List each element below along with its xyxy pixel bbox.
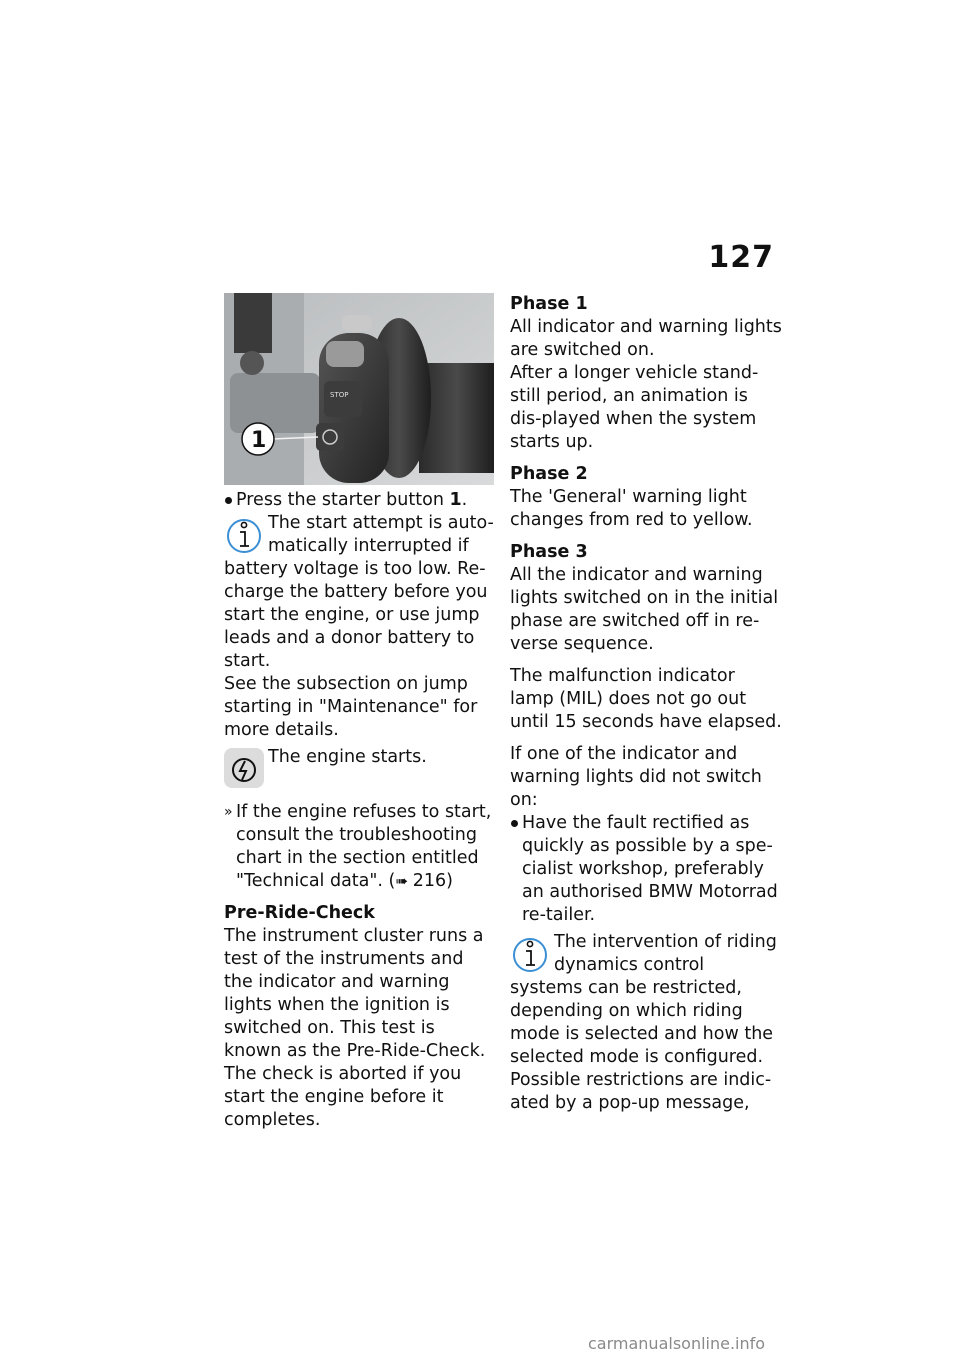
preride-heading: Pre-Ride-Check: [224, 903, 375, 923]
if-text: If one of the indicator and warning lights did not switch on:: [510, 744, 762, 810]
note-battery-voltage: [224, 512, 494, 742]
footer-watermark: carmanualsonline.info: [588, 1334, 766, 1353]
info-icon: [510, 933, 550, 973]
phase2-heading: Phase 2: [510, 464, 588, 484]
result-arrow-icon: »: [224, 804, 233, 820]
note2-extra: Possible restrictions are indic-ated by a pop-up message,: [510, 1070, 772, 1113]
note-riding-dynamics: [510, 931, 782, 1115]
callout-1: 1: [251, 428, 267, 453]
engine-starts-block: [224, 746, 494, 792]
info-icon: [224, 514, 264, 554]
page-number: 127: [708, 240, 774, 275]
bullet-press-starter: Press the starter button 1.: [224, 489, 494, 512]
result-troubleshooting: » If the engine refuses to start, consult the troubleshooting chart in the section entitled "Technical data". (➠ 216): [224, 802, 492, 891]
mil-text: The malfunction indicator lamp (MIL) does not go out until 15 seconds have elapsed.: [510, 666, 782, 732]
handlebar-illustration: [224, 293, 494, 485]
phase3-heading: Phase 3: [510, 542, 588, 562]
engine-starts-text: The engine starts.: [268, 747, 427, 767]
phase2-text: The 'General' warning light changes from red to yellow.: [510, 487, 753, 530]
preride-text: The instrument cluster runs a test of the instruments and the indicator and warning lights when the ignition is switched on. This test is known as the Pre-Ride-Check. The check is aborted if you start the engine before it completes.: [224, 926, 486, 1130]
left-column: [224, 293, 494, 1132]
page-ref-arrow-icon: ➠: [395, 872, 413, 890]
right-column: [510, 293, 782, 1115]
note2-text: The intervention of riding dynamics control systems can be restricted, depending on which riding mode is selected and how the selected mode is configured.: [510, 932, 777, 1067]
phase3-text: All the indicator and warning lights switched on in the initial phase are switched off in re-verse sequence.: [510, 565, 779, 654]
note1-text: The start attempt is auto-matically interrupted if battery voltage is too low. Re-charge the battery before you start the engine, or use jump leads and a donor battery to start.: [224, 513, 494, 671]
engine-start-icon: [224, 748, 264, 788]
phase1-heading: Phase 1: [510, 294, 588, 314]
phase1-text: All indicator and warning lights are switched on.: [510, 317, 782, 360]
bullet-fault-rectified: Have the fault rectified as quickly as possible by a spe-cialist workshop, preferably an authorised BMW Motorrad re-tailer.: [510, 812, 782, 927]
handlebar-switch-photo: [224, 293, 494, 485]
note1-extra: See the subsection on jump starting in "Maintenance" for more details.: [224, 674, 478, 740]
stop-label: STOP: [330, 391, 349, 399]
phase1-extra: After a longer vehicle stand-still period, an animation is dis-played when the system starts up.: [510, 363, 759, 452]
